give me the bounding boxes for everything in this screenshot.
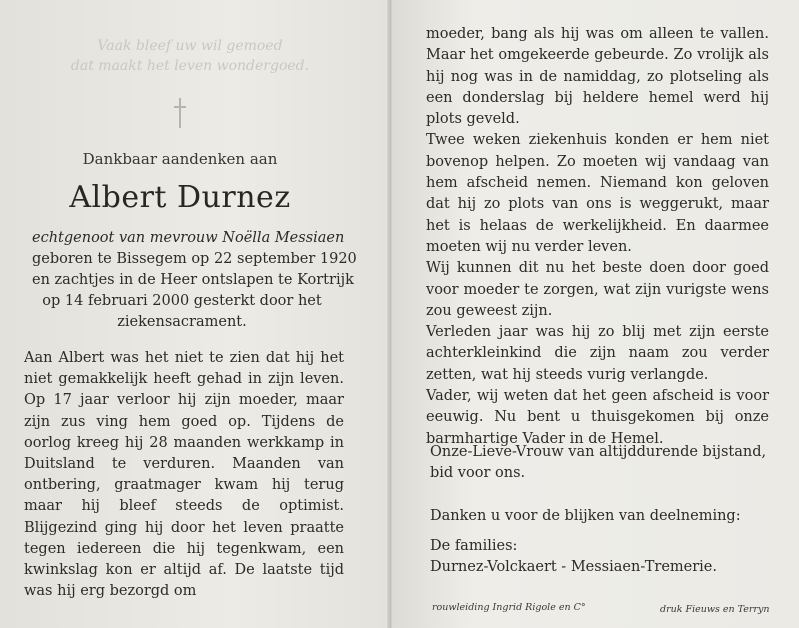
prayer-line-2: bid voor ons. (430, 465, 526, 481)
faded-verse (60, 36, 320, 76)
verse-line-1: Vaak bleef uw wil gemoed (97, 38, 283, 54)
biographical-details (32, 228, 357, 333)
cross-icon (170, 98, 190, 128)
paragraph-3: Wij kunnen dit nu het beste doen door goed voor moeder te zorgen, wat zijn vurigste wens zou geweest zijn. (426, 260, 769, 319)
left-page (0, 0, 390, 628)
deceased-name: Albert Durnez (69, 180, 291, 215)
families-block (430, 536, 774, 578)
families-label: De families: (430, 538, 518, 554)
funeral-director-credit: rouwleiding Ingrid Rigole en C° (432, 602, 586, 613)
bio-line-birth: geboren te Bissegem op 22 september 1920 (32, 251, 357, 267)
bio-line-sacrament: ziekensacrament. (117, 314, 247, 330)
thanks-text: Danken u voor de blijken van deelneming: (430, 508, 741, 524)
verse-line-2: dat maakt het leven wondergoed. (70, 58, 310, 74)
paragraph-1: moeder, bang als hij was om alleen te vallen. Maar het omgekeerde gebeurde. Zo vrolijk als hij nog was in de namiddag, zo plotseling als een donderslag bij heldere hemel werd hij plots geveld. (426, 26, 769, 128)
life-story-paragraph: Aan Albert was het niet te zien dat hij het niet gemakkelijk heeft gehad in zijn leven. Op 17 jaar verloor hij zijn moeder, maar zijn zus ving hem goed op. Tijdens de oorlog kreeg hij 28 maanden werkkamp in Duitsland te verduren. Maanden van ontbering, graatmager kwam hij terug maar hij bleef steeds de optimist. Blijgezind ging hij door het leven praatte tegen iedereen die hij tegenkwam, een kwinkslag kon er altijd af. De laatste tijd was hij erg bezorgd om (24, 350, 344, 600)
prayer-line-1: Onze-Lieve-Vrouw van altijddurende bijstand, (430, 444, 767, 460)
bio-line-date: op 14 februari 2000 gesterkt door het (42, 293, 322, 309)
printer-credit: druk Fieuws en Terryn (660, 604, 770, 615)
paragraph-2: Twee weken ziekenhuis konden er hem niet bovenop helpen. Zo moeten wij vandaag van hem afscheid nemen. Niemand kon geloven dat hij zo plots van ons is weggerukt, maar het is helaas de werkelijkheid. En daarmee moeten wij nu verder leven. (426, 132, 769, 255)
continued-text (426, 24, 769, 450)
bio-line-death: en zachtjes in de Heer ontslapen te Kortrijk (32, 272, 354, 288)
card-fold (387, 0, 393, 628)
families-names: Durnez-Volckaert - Messiaen-Tremerie. (430, 559, 717, 575)
paragraph-5: Vader, wij weten dat het geen afscheid is voor eeuwig. Nu bent u thuisgekomen bij onze barmhartige Vader in de Hemel. (426, 388, 769, 447)
paragraph-4: Verleden jaar was hij zo blij met zijn eerste achterkleinkind die zijn naam zou verder zetten, wat hij steeds vurig verlangde. (426, 324, 769, 383)
bio-line-spouse: echtgenoot van mevrouw Noëlla Messiaen (32, 230, 345, 246)
prayer (430, 442, 774, 484)
intro-text: Dankbaar aandenken aan (82, 150, 278, 168)
